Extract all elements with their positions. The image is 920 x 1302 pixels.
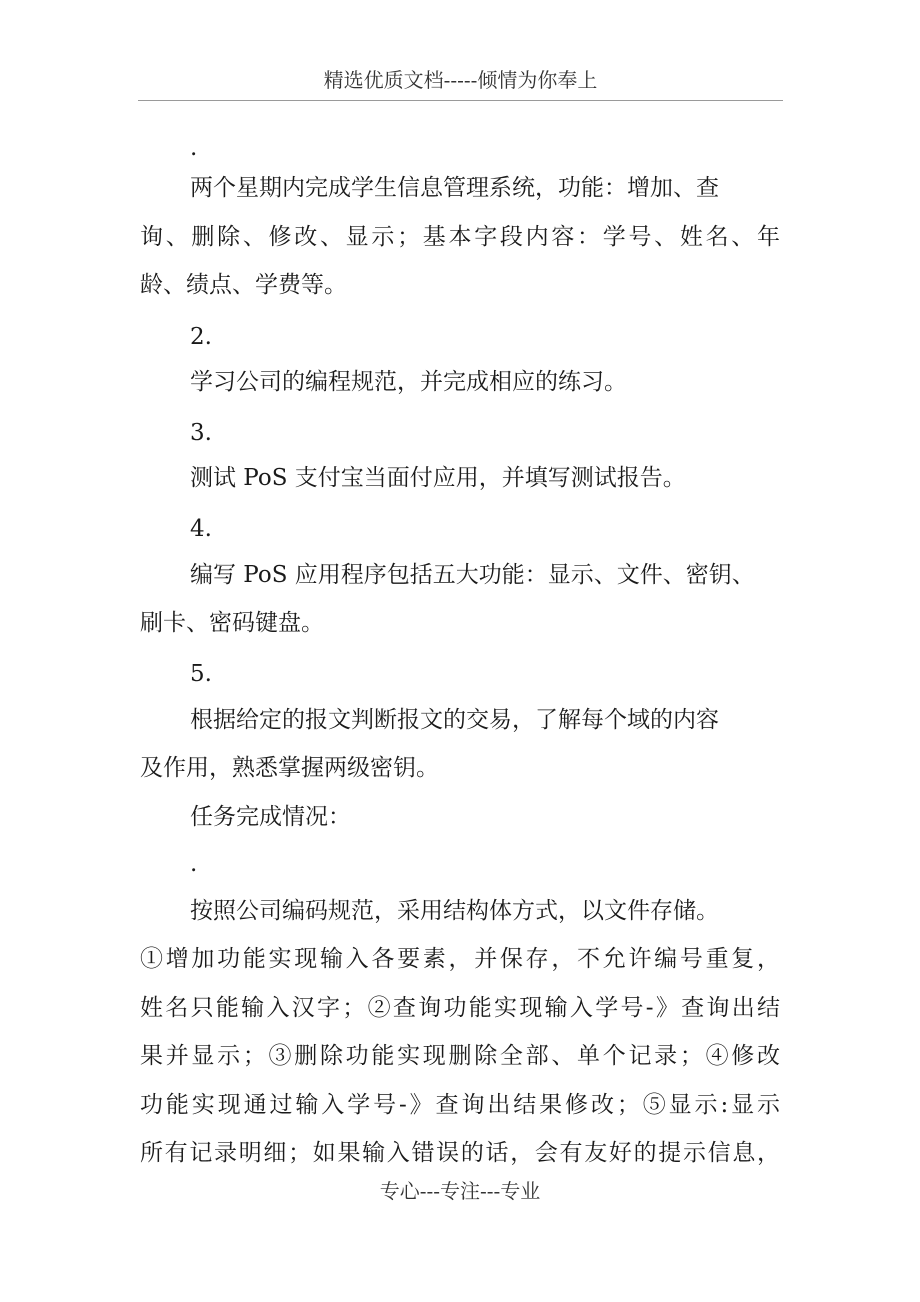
- page-footer: 专心---专注---专业: [379, 1179, 541, 1203]
- page-header: 精选优质文档-----倾情为你奉上: [138, 64, 783, 101]
- paragraph-line: 及作用，熟悉掌握两级密钥。: [140, 755, 439, 781]
- paragraph-line: 功能实现通过输入学号-》查询出结果修改；⑤显示:显示: [140, 1092, 780, 1118]
- section-heading: 任务完成情况：: [190, 804, 351, 830]
- paragraph-line: 询、删除、修改、显示；基本字段内容：学号、姓名、年: [140, 224, 780, 250]
- paragraph-line: 所有记录明细；如果输入错误的话，会有友好的提示信息，: [140, 1140, 780, 1166]
- paragraph-line: 测试 PoS 支付宝当面付应用，并填写测试报告。: [190, 465, 686, 491]
- list-marker-1: .: [190, 135, 198, 161]
- paragraph-line: ①增加功能实现输入各要素，并保存，不允许编号重复，: [140, 946, 780, 972]
- list-marker-2: 2.: [190, 324, 212, 350]
- paragraph-line: 编写 PoS 应用程序包括五大功能：显示、文件、密钥、: [190, 562, 755, 588]
- paragraph-line: 姓名只能输入汉字；②查询功能实现输入学号-》查询出结: [140, 995, 780, 1021]
- paragraph-line: 学习公司的编程规范，并完成相应的练习。: [190, 369, 627, 395]
- paragraph-line: 果并显示；③删除功能实现删除全部、单个记录；④修改: [140, 1043, 780, 1069]
- paragraph-line: 按照公司编码规范，采用结构体方式，以文件存储。: [190, 898, 719, 924]
- paragraph-line: 两个星期内完成学生信息管理系统，功能：增加、查: [190, 175, 719, 201]
- list-marker-5: 5.: [190, 661, 212, 687]
- list-marker-3: 3.: [190, 420, 212, 446]
- list-marker-4: 4.: [190, 516, 212, 542]
- paragraph-line: 刷卡、密码键盘。: [140, 610, 324, 636]
- list-marker-6: .: [190, 851, 198, 877]
- paragraph-line: 根据给定的报文判断报文的交易，了解每个域的内容: [190, 707, 719, 733]
- paragraph-line: 龄、绩点、学费等。: [140, 272, 347, 298]
